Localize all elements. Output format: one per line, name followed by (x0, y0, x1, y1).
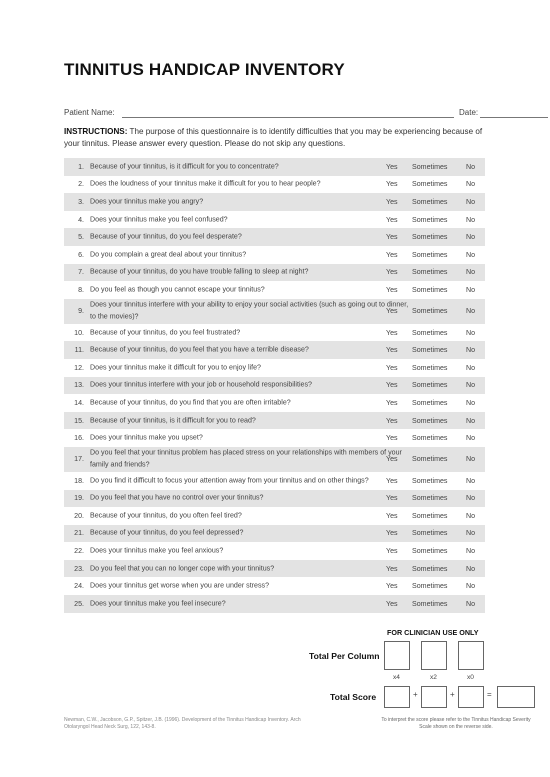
question-row (64, 324, 485, 342)
question-number: 20. (74, 511, 84, 520)
answer-sometimes[interactable]: Sometimes (412, 285, 448, 294)
answer-sometimes[interactable]: Sometimes (412, 511, 448, 520)
instructions-text: The purpose of this questionnaire is to identify difficulties that you may be experiencing because of your tinnitus. Please answer every question. Please do not skip any questions. (64, 127, 483, 148)
question-text: Do you find it difficult to focus your attention away from your tinnitus and on other things? (90, 475, 369, 484)
total-per-column-label: Total Per Column (309, 651, 380, 661)
answer-sometimes[interactable]: Sometimes (412, 307, 448, 316)
question-text: Because of your tinnitus, do you feel frustrated? (90, 327, 241, 336)
answer-sometimes[interactable]: Sometimes (412, 416, 448, 425)
question-row (64, 176, 485, 194)
question-number: 25. (74, 599, 84, 608)
answer-yes[interactable]: Yes (386, 180, 398, 189)
answer-yes[interactable]: Yes (386, 511, 398, 520)
answer-no[interactable]: No (466, 599, 476, 608)
answer-sometimes[interactable]: Sometimes (412, 582, 448, 591)
question-row (64, 560, 485, 578)
answer-no[interactable]: No (466, 250, 476, 259)
question-text: Because of your tinnitus, is it difficult for you to read? (90, 415, 256, 424)
question-row (64, 525, 485, 543)
question-row (64, 377, 485, 395)
question-row (64, 447, 485, 472)
answer-no[interactable]: No (466, 215, 476, 224)
answer-sometimes[interactable]: Sometimes (412, 381, 448, 390)
question-text: Does your tinnitus make you feel insecure? (90, 599, 226, 608)
question-text: Does your tinnitus get worse when you are under stress? (90, 581, 270, 590)
answer-sometimes[interactable]: Sometimes (412, 162, 448, 171)
equals-sign: = (487, 690, 492, 699)
question-text: Does your tinnitus make you feel anxious? (90, 546, 224, 555)
question-number: 4. (78, 215, 84, 224)
question-text: Because of your tinnitus, do you feel desperate? (90, 232, 242, 241)
answer-no[interactable]: No (466, 529, 476, 538)
question-row (64, 281, 485, 299)
answer-sometimes[interactable]: Sometimes (412, 564, 448, 573)
question-number: 15. (74, 416, 84, 425)
question-text: Does the loudness of your tinnitus make it difficult for you to hear people? (90, 179, 321, 188)
patient-name-field[interactable] (122, 117, 454, 118)
question-number: 14. (74, 398, 84, 407)
answer-yes[interactable]: Yes (386, 381, 398, 390)
question-row (64, 246, 485, 264)
total-sometimes-box[interactable] (421, 641, 447, 670)
question-number: 19. (74, 494, 84, 503)
answer-no[interactable]: No (466, 268, 476, 277)
question-row (64, 412, 485, 430)
questionnaire-table (64, 158, 485, 613)
answer-yes[interactable]: Yes (386, 268, 398, 277)
answer-no[interactable]: No (466, 363, 476, 372)
question-number: 17. (74, 455, 84, 464)
question-text: Does your tinnitus interfere with your job or household responsibilities? (90, 380, 312, 389)
answer-sometimes[interactable]: Sometimes (412, 434, 448, 443)
page-title: TINNITUS HANDICAP INVENTORY (64, 60, 345, 79)
question-number: 11. (74, 346, 84, 355)
answer-sometimes[interactable]: Sometimes (412, 476, 448, 485)
total-score-box[interactable] (497, 686, 535, 708)
answer-sometimes[interactable]: Sometimes (412, 398, 448, 407)
answer-sometimes[interactable]: Sometimes (412, 233, 448, 242)
answer-sometimes[interactable]: Sometimes (412, 363, 448, 372)
question-text: Because of your tinnitus, is it difficult for you to concentrate? (90, 162, 279, 171)
answer-yes[interactable]: Yes (386, 250, 398, 259)
question-text: Because of your tinnitus, do you feel depressed? (90, 528, 244, 537)
answer-no[interactable]: No (466, 398, 476, 407)
answer-sometimes[interactable]: Sometimes (412, 328, 448, 337)
question-number: 16. (74, 434, 84, 443)
answer-no[interactable]: No (466, 285, 476, 294)
answer-yes[interactable]: Yes (386, 197, 398, 206)
question-number: 9. (78, 307, 84, 316)
answer-no[interactable]: No (466, 455, 476, 464)
question-text: Do you feel that you have no control over your tinnitus? (90, 493, 264, 502)
question-row (64, 595, 485, 613)
question-number: 7. (78, 268, 84, 277)
question-number: 3. (78, 197, 84, 206)
answer-no[interactable]: No (466, 582, 476, 591)
question-row (64, 299, 485, 324)
answer-no[interactable]: No (466, 564, 476, 573)
answer-sometimes[interactable]: Sometimes (412, 494, 448, 503)
question-number: 6. (78, 250, 84, 259)
answer-yes[interactable]: Yes (386, 233, 398, 242)
answer-yes[interactable]: Yes (386, 547, 398, 556)
interpretation-note: To interpret the score please refer to the Tinnitus Handicap Severity Scale shown on the reverse side. (381, 717, 531, 730)
question-row (64, 158, 485, 176)
question-text: Does your tinnitus make it difficult for you to enjoy life? (90, 362, 261, 371)
answer-yes[interactable]: Yes (386, 476, 398, 485)
answer-no[interactable]: No (466, 233, 476, 242)
date-field[interactable] (480, 117, 548, 118)
question-text: Because of your tinnitus, do you find that you are often irritable? (90, 398, 291, 407)
question-row (64, 472, 485, 490)
total-no-box[interactable] (458, 641, 484, 670)
question-number: 12. (74, 363, 84, 372)
total-score-label: Total Score (330, 692, 377, 702)
question-text: Do you complain a great deal about your tinnitus? (90, 250, 247, 259)
question-text: Does your tinnitus make you angry? (90, 197, 204, 206)
question-text: Does your tinnitus make you feel confused? (90, 214, 228, 223)
answer-no[interactable]: No (466, 162, 476, 171)
question-text: Because of your tinnitus, do you feel that you have a terrible disease? (90, 345, 309, 354)
question-row (64, 577, 485, 595)
answer-sometimes[interactable]: Sometimes (412, 346, 448, 355)
question-row (64, 507, 485, 525)
answer-no[interactable]: No (466, 476, 476, 485)
answer-sometimes[interactable]: Sometimes (412, 547, 448, 556)
question-number: 23. (74, 564, 84, 573)
answer-yes[interactable]: Yes (386, 285, 398, 294)
answer-no[interactable]: No (466, 307, 476, 316)
question-number: 22. (74, 547, 84, 556)
question-text: Because of your tinnitus, do you often feel tired? (90, 511, 242, 520)
question-number: 21. (74, 529, 84, 538)
question-number: 8. (78, 285, 84, 294)
date-label: Date: (459, 108, 479, 117)
question-number: 1. (78, 162, 84, 171)
question-number: 18. (74, 476, 84, 485)
answer-sometimes[interactable]: Sometimes (412, 268, 448, 277)
question-text: Do you feel that your tinnitus problem has placed stress on your relationships with members of your family and friends? (90, 448, 402, 469)
answer-sometimes[interactable]: Sometimes (412, 197, 448, 206)
question-row (64, 341, 485, 359)
answer-yes[interactable]: Yes (386, 599, 398, 608)
question-number: 24. (74, 582, 84, 591)
answer-sometimes[interactable]: Sometimes (412, 250, 448, 259)
answer-no[interactable]: No (466, 494, 476, 503)
citation: Newman, C.W., Jacobson, G.P., Spitzer, J.B. (1996). Development of the Tinnitus Handicap Inventory. Arch Otolaryngol Head Neck Surg, 122, 143-8. (64, 717, 301, 730)
question-text: Do you feel as though you cannot escape your tinnitus? (90, 285, 265, 294)
answer-sometimes[interactable]: Sometimes (412, 180, 448, 189)
question-row (64, 394, 485, 412)
answer-yes[interactable]: Yes (386, 328, 398, 337)
question-number: 2. (78, 180, 84, 189)
multiplier-no: x0 (467, 674, 474, 681)
plus-sign-2: + (450, 690, 455, 699)
question-number: 5. (78, 233, 84, 242)
answer-sometimes[interactable]: Sometimes (412, 529, 448, 538)
score-yes-box[interactable] (384, 686, 410, 708)
total-yes-box[interactable] (384, 641, 410, 670)
answer-no[interactable]: No (466, 328, 476, 337)
question-row (64, 359, 485, 377)
answer-yes[interactable]: Yes (386, 346, 398, 355)
answer-no[interactable]: No (466, 547, 476, 556)
question-number: 10. (74, 328, 84, 337)
multiplier-yes: x4 (393, 674, 400, 681)
score-no-box[interactable] (458, 686, 484, 708)
question-row (64, 228, 485, 246)
answer-yes[interactable]: Yes (386, 215, 398, 224)
question-text: Does your tinnitus interfere with your ability to enjoy your social activities (such as going out to dinner, to the movies)? (90, 300, 409, 321)
answer-no[interactable]: No (466, 434, 476, 443)
plus-sign-1: + (413, 690, 418, 699)
answer-yes[interactable]: Yes (386, 582, 398, 591)
answer-yes[interactable]: Yes (386, 529, 398, 538)
answer-sometimes[interactable]: Sometimes (412, 599, 448, 608)
question-row (64, 429, 485, 447)
answer-yes[interactable]: Yes (386, 455, 398, 464)
answer-yes[interactable]: Yes (386, 494, 398, 503)
score-sometimes-box[interactable] (421, 686, 447, 708)
multiplier-sometimes: x2 (430, 674, 437, 681)
answer-yes[interactable]: Yes (386, 434, 398, 443)
question-text: Do you feel that you can no longer cope with your tinnitus? (90, 563, 275, 572)
patient-info-row (64, 107, 484, 121)
question-row (64, 542, 485, 560)
answer-yes[interactable]: Yes (386, 564, 398, 573)
question-number: 13. (74, 381, 84, 390)
question-text: Does your tinnitus make you upset? (90, 433, 203, 442)
answer-no[interactable]: No (466, 381, 476, 390)
question-row (64, 264, 485, 282)
question-row (64, 211, 485, 229)
answer-no[interactable]: No (466, 197, 476, 206)
answer-yes[interactable]: Yes (386, 416, 398, 425)
question-text: Because of your tinnitus, do you have trouble falling to sleep at night? (90, 267, 309, 276)
answer-sometimes[interactable]: Sometimes (412, 215, 448, 224)
answer-no[interactable]: No (466, 180, 476, 189)
answer-yes[interactable]: Yes (386, 307, 398, 316)
answer-no[interactable]: No (466, 416, 476, 425)
answer-yes[interactable]: Yes (386, 363, 398, 372)
answer-sometimes[interactable]: Sometimes (412, 455, 448, 464)
patient-name-label: Patient Name: (64, 108, 115, 117)
answer-yes[interactable]: Yes (386, 162, 398, 171)
answer-no[interactable]: No (466, 346, 476, 355)
answer-yes[interactable]: Yes (386, 398, 398, 407)
answer-no[interactable]: No (466, 511, 476, 520)
clinician-heading: FOR CLINICIAN USE ONLY (387, 628, 479, 637)
instructions-heading: INSTRUCTIONS: (64, 127, 128, 136)
instructions (64, 126, 484, 150)
question-row (64, 193, 485, 211)
question-row (64, 490, 485, 508)
